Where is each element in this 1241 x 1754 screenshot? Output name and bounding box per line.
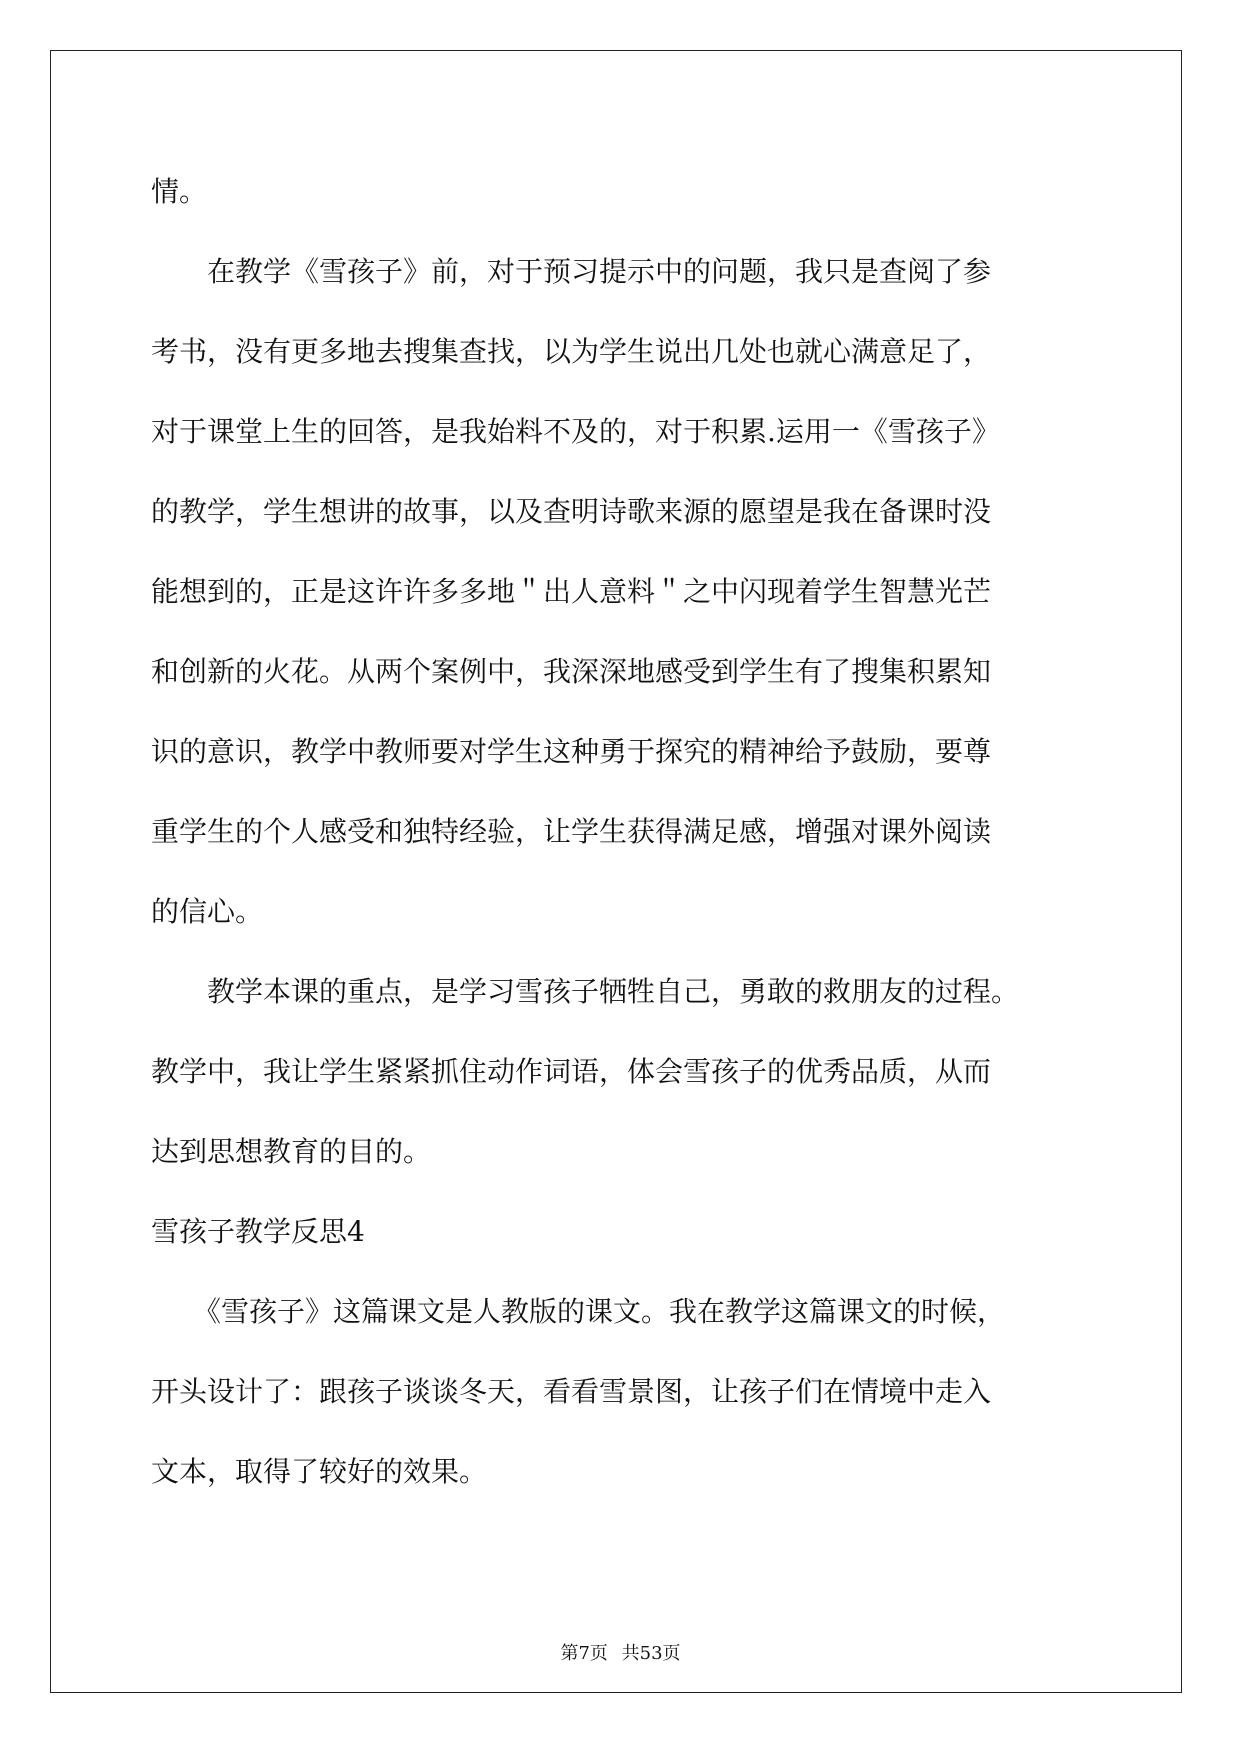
text-line: 在教学《雪孩子》前，对于预习提示中的问题，我只是查阅了参 — [151, 255, 992, 288]
page-border — [50, 50, 1182, 1693]
page-total: 共53页 — [621, 1643, 681, 1664]
text-line: 识的意识，教学中教师要对学生这种勇于探究的精神给予鼓励，要尊 — [151, 735, 992, 768]
text-line: 重学生的个人感受和独特经验，让学生获得满足感，增强对课外阅读 — [151, 815, 992, 848]
text-line: 的信心。 — [151, 895, 264, 928]
text-line: 文本，取得了较好的效果。 — [151, 1455, 488, 1488]
text-line: 考书，没有更多地去搜集查找，以为学生说出几处也就心满意足了， — [151, 335, 992, 368]
section-heading: 雪孩子教学反思4 — [151, 1215, 365, 1248]
text-line: 对于课堂上生的回答，是我始料不及的，对于积累.运用一《雪孩子》 — [151, 415, 1000, 448]
text-line: 教学本课的重点，是学习雪孩子牺牲自己，勇敢的救朋友的过程。 — [151, 975, 1020, 1008]
text-line: 教学中，我让学生紧紧抓住动作词语，体会雪孩子的优秀品质，从而 — [151, 1055, 992, 1088]
text-line: 能想到的，正是这许许多多地＂出人意料＂之中闪现着学生智慧光芒 — [151, 575, 992, 608]
text-line: 达到思想教育的目的。 — [151, 1135, 432, 1168]
page-number: 第7页 — [560, 1643, 608, 1664]
text-line: 的教学，学生想讲的故事，以及查明诗歌来源的愿望是我在备课时没 — [151, 495, 992, 528]
text-line: 《雪孩子》这篇课文是人教版的课文。我在教学这篇课文的时候， — [151, 1295, 1006, 1328]
page-footer — [0, 1639, 1241, 1665]
text-line: 开头设计了：跟孩子谈谈冬天，看看雪景图，让孩子们在情境中走入 — [151, 1375, 992, 1408]
text-line: 情。 — [151, 175, 208, 208]
text-line: 和创新的火花。从两个案例中，我深深地感受到学生有了搜集积累知 — [151, 655, 992, 688]
